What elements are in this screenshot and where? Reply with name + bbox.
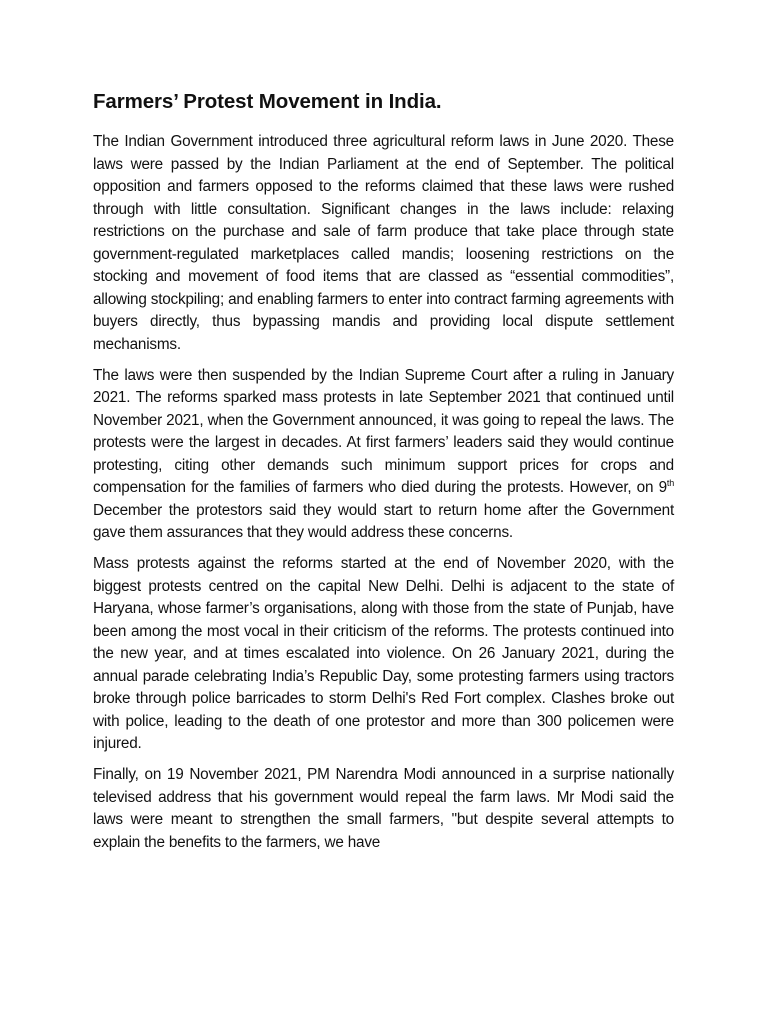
document-page (93, 88, 674, 863)
paragraph-supreme-court (93, 365, 674, 545)
paragraph-repeal-announcement: Finally, on 19 November 2021, PM Narendra Modi announced in a surprise nationally televised address that his government would repeal the farm laws. Mr Modi said the laws were meant to strengthen the small farmers, "but despite several attempts to explain the benefits to the farmers, we have (93, 766, 674, 851)
document-title: Farmers’ Protest Movement in India. (93, 90, 442, 113)
ordinal-superscript: th (666, 478, 674, 488)
paragraph-reform-laws: The Indian Government introduced three agricultural reform laws in June 2020. These laws were passed by the Indian Parliament at the end of September. The political opposition and farmers opposed to the reforms claimed that these laws were rushed through with little consultation. Significant changes in the laws include: relaxing restrictions on the purchase and sale of farm produce that take place through state government-regulated marketplaces called mandis; loosening restrictions on the stocking and movement of food items that are classed as “essential commodities”, allowing stockpiling; and enabling farmers to enter into contract farming agreements with buyers directly, thus bypassing mandis and providing local dispute settlement mechanisms. (93, 133, 674, 353)
paragraph-mass-protests: Mass protests against the reforms started at the end of November 2020, with the biggest protests centred on the capital New Delhi. Delhi is adjacent to the state of Haryana, whose farmer’s organisations, along with those from the state of Punjab, have been among the most vocal in their criticism of the reforms. The protests continued into the new year, and at times escalated into violence. On 26 January 2021, during the annual parade celebrating India’s Republic Day, some protesting farmers using tractors broke through police barricades to storm Delhi's Red Fort complex. Clashes broke out with police, leading to the death of one protestor and more than 300 policemen were injured. (93, 555, 674, 752)
paragraph-text: The laws were then suspended by the Indian Supreme Court after a ruling in January 2021. The reforms sparked mass protests in late September 2021 that continued until November 2021, when the Government announced, it was going to repeal the laws. The protests were the largest in decades. At first farmers’ leaders said they would continue protesting, citing other demands such minimum support prices for crops and compensation for the families of farmers who died during the protests. However, on 9 (93, 366, 674, 496)
paragraph-text: December the protestors said they would start to return home after the Government gave them assurances that they would address these concerns. (93, 501, 674, 541)
